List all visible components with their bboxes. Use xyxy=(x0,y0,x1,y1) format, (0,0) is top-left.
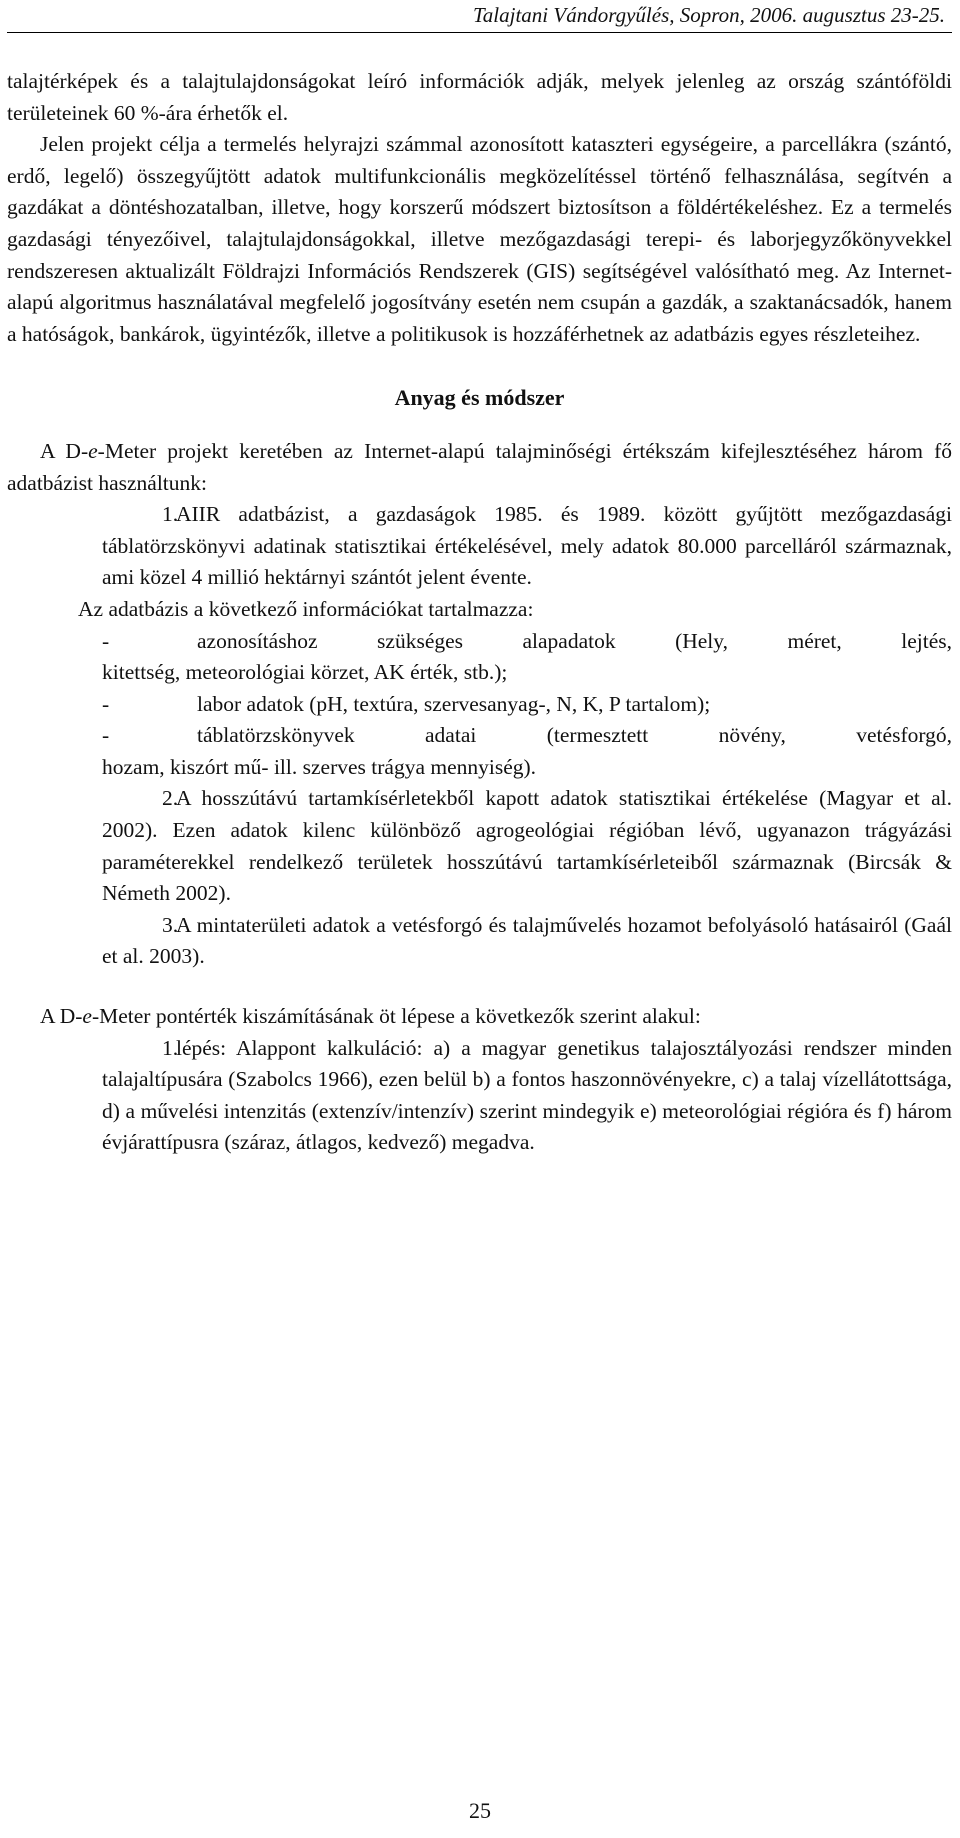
list-item-number: 2. xyxy=(162,786,179,811)
project-name-italic: e xyxy=(88,438,98,463)
list-item-1 xyxy=(102,499,952,594)
list-item-number: 1. xyxy=(162,502,179,527)
list-item-2 xyxy=(102,783,952,909)
paragraph-intro: talajtérképek és a talajtulajdonságokat leíró információk adják, melyek jelenleg az ország szántóföldi területeinek 60 %-ára érhetők el. xyxy=(7,69,952,125)
paragraph-steps xyxy=(7,1001,952,1033)
project-name-prefix: A D- xyxy=(40,438,89,463)
spacer xyxy=(7,973,952,1001)
database-list xyxy=(102,499,952,594)
dash-item-text: labor adatok (pH, textúra, szervesanyag-, N, K, P tartalom); xyxy=(197,691,711,716)
dash-marker: - xyxy=(102,628,110,653)
header-rule xyxy=(7,32,952,33)
section-heading: Anyag és módszer xyxy=(394,385,565,411)
page-body xyxy=(7,66,952,1159)
contents-list xyxy=(102,626,952,974)
paragraph-databases-text: -Meter projekt keretében az Internet-alapú talajminőségi értékszám kifejlesztéséhez három fő adatbázist használtunk: xyxy=(7,438,952,495)
dash-marker: - xyxy=(102,723,110,748)
step-item-1 xyxy=(102,1033,952,1159)
page-number: 25 xyxy=(469,1798,491,1823)
list-item-3 xyxy=(102,910,952,973)
paragraph-steps-text: -Meter pontérték kiszámításának öt lépese a következők szerint alakul: xyxy=(91,1004,701,1029)
dash-marker: - xyxy=(102,691,110,716)
step-text: lépés: Alappont kalkuláció: a) a magyar genetikus talajosztályozási rendszer minden talajaltípusára (Szabolcs 1966), ezen belül b) a fontos haszonnövényekre, c) a talaj vízellátottsága, d) a művelési intenzitás (extenzív/intenzív) szerint mindegyik e) meteorológiai régióra és f) három évjárattípusra (száraz, átlagos, kedvező) megadva. xyxy=(102,1035,952,1155)
running-header: Talajtani Vándorgyűlés, Sopron, 2006. augusztus 23-25. xyxy=(473,3,945,27)
project-name-prefix: A D- xyxy=(40,1004,83,1029)
step-number: 1. xyxy=(162,1035,179,1060)
dash-item-text: azonosításhoz szükséges alapadatok (Hely, méret, lejtés, xyxy=(197,628,952,653)
dash-item-text: táblatörzskönyvek adatai (termesztett növény, vetésforgó, xyxy=(197,723,952,748)
dash-item-3 xyxy=(102,720,952,783)
dash-item-1 xyxy=(102,626,952,689)
paragraph-project-goal: Jelen projekt célja a termelés helyrajzi számmal azonosított kataszteri egységeire, a parcellákra (szántó, erdő, legelő) összegyűjtött adatok multifunkcionális megközelítéssel történő felhasználása, segítvén a gazdákat a döntéshozatalban, illetve, hogy korszerű módszert biztosítson a földértékeléshez. Ez a termelés gazdasági tényezőivel, talajtulajdonságokkal, illetve mezőgazdasági terepi- és laborjegyzőkönyvekkel rendszeresen aktualizált Földrajzi Információs Rendszerek (GIS) segítségével valósítható meg. Az Internet-alapú algoritmus használatával megfelelő jogosítvány esetén nem csupán a gazdák, a szaktanácsadók, hanem a hatóságok, bankárok, ügyintézők, illetve a politikusok is hozzáférhetnek az adatbázis egyes részleteihez. xyxy=(7,132,952,346)
list-item-text: A hosszútávú tartamkísérletekből kapott adatok statisztikai értékelése (Magyar et al. 2002). Ezen adatok kilenc különböző agrogeológiai régióban lévő, ugyanazon trágyázási paraméterekkel rendelkező területek hosszútávú tartamkísérleteiből származnak (Bircsák & Németh 2002). xyxy=(102,786,952,906)
list-item-text: A mintaterületi adatok a vetésforgó és talajművelés hozamot befolyásoló hatásairól (Gaál et al. 2003). xyxy=(102,912,952,969)
list-item-number: 3. xyxy=(162,912,179,937)
dash-item-text-continued: hozam, kiszórt mű- ill. szerves trágya mennyiség). xyxy=(102,754,537,779)
contents-intro: Az adatbázis a következő információkat tartalmazza: xyxy=(78,596,534,621)
list-item-text: AIIR adatbázist, a gazdaságok 1985. és 1989. között gyűjtött mezőgazdasági táblatörzskönyvi adatinak statisztikai értékelésével, mely adatok 80.000 parcelláról származnak, ami közel 4 millió hektárnyi szántót jelent évente. xyxy=(102,502,952,590)
dash-item-2 xyxy=(102,689,952,721)
dash-item-text-continued: kitettség, meteorológiai körzet, AK érték, stb.); xyxy=(102,660,508,685)
steps-list xyxy=(102,1033,952,1159)
paragraph-databases xyxy=(7,436,952,499)
project-name-italic: e xyxy=(82,1004,92,1029)
